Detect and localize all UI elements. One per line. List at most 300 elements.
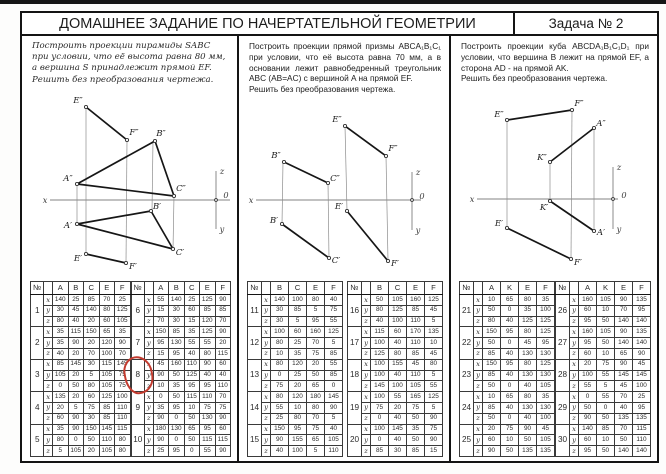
task-footer: Решить без преобразования чертежа.	[32, 74, 214, 85]
coord-value: 20	[389, 402, 407, 413]
coord-value: 15	[153, 348, 169, 359]
coord-value: 0	[184, 446, 200, 457]
svg-text:F″: F″	[388, 144, 398, 154]
col-header-point: A	[53, 282, 69, 295]
variant-number: 6	[131, 295, 145, 327]
coord-value: 35	[537, 295, 555, 306]
coord-value: 125	[115, 305, 131, 316]
coord-value: 50	[483, 338, 501, 349]
coord-value: 140	[633, 316, 651, 327]
coord-value: 5	[597, 381, 615, 392]
coord-value: 160	[169, 359, 185, 370]
col-header-point: F	[537, 282, 555, 295]
coord-value: 55	[200, 446, 216, 457]
coord-value: 120	[200, 316, 216, 327]
coord-value: 85	[407, 348, 425, 359]
coord-value: 85	[483, 348, 501, 359]
variant-number: 27	[556, 327, 570, 359]
coord-value: 60	[579, 435, 597, 446]
coord-value: 60	[579, 348, 597, 359]
coord-value: 95	[633, 402, 651, 413]
tables-row-1	[22, 281, 237, 461]
coord-value: 140	[579, 424, 597, 435]
coord-value: 95	[169, 402, 185, 413]
coord-value: 40	[389, 413, 407, 424]
coord-value: 125	[184, 370, 200, 381]
coord-value: 20	[84, 316, 100, 327]
coord-label: z	[362, 381, 371, 392]
coord-value: 40	[389, 435, 407, 446]
col-header-point: F	[115, 282, 131, 295]
variant-number: 16	[348, 295, 362, 327]
coord-label: z	[262, 413, 271, 424]
coord-value: 60	[53, 413, 69, 424]
coord-value: 5	[84, 370, 100, 381]
coord-value: 10	[483, 295, 501, 306]
figure-prism-projections	[240, 110, 448, 288]
coord-value: 95	[169, 446, 185, 457]
coord-value: 85	[99, 413, 115, 424]
variant-number: 14	[248, 392, 262, 424]
coord-value: 25	[289, 338, 307, 349]
coord-value: 15	[184, 316, 200, 327]
coord-value: 30	[271, 305, 289, 316]
coord-value: 50	[84, 435, 100, 446]
coord-value: 110	[184, 359, 200, 370]
coord-value: 100	[289, 295, 307, 306]
coord-value: 95	[537, 338, 555, 349]
coord-label: x	[262, 424, 271, 435]
coord-value: 105	[99, 446, 115, 457]
coord-value: 80	[289, 413, 307, 424]
variants-table	[131, 281, 232, 457]
coord-value: 100	[537, 305, 555, 316]
svg-text:y: y	[616, 224, 622, 234]
coord-value: 85	[200, 305, 216, 316]
coord-value: 85	[325, 348, 343, 359]
variant-number: 23	[460, 359, 474, 391]
coord-label: x	[145, 359, 153, 370]
coord-value: 90	[615, 327, 633, 338]
coord-value: 100	[371, 392, 389, 403]
coord-value: 130	[519, 348, 537, 359]
svg-text:K′: K′	[539, 203, 549, 213]
coord-value: 125	[519, 316, 537, 327]
svg-text:E′: E′	[494, 219, 504, 229]
coord-value: 130	[537, 402, 555, 413]
coord-value: 30	[169, 316, 185, 327]
coord-value: 60	[389, 327, 407, 338]
coord-value: 50	[615, 435, 633, 446]
coord-value: 30	[169, 305, 185, 316]
coord-value: 0	[53, 381, 69, 392]
coord-value: 85	[215, 305, 231, 316]
svg-text:B″: B″	[156, 129, 166, 139]
coord-value: 140	[615, 338, 633, 349]
variant-number: 8	[131, 359, 145, 391]
coord-value: 95	[200, 424, 216, 435]
coord-label: y	[474, 370, 483, 381]
coord-label: y	[362, 402, 371, 413]
coord-value: 50	[597, 446, 615, 457]
svg-text:0: 0	[621, 190, 627, 200]
coord-value: 145	[115, 359, 131, 370]
col-header-point: E	[307, 282, 325, 295]
coord-value: 80	[483, 316, 501, 327]
col-header-point: B	[169, 282, 185, 295]
coord-value: 125	[389, 305, 407, 316]
scan-top-edge	[0, 0, 666, 4]
coord-value: 125	[325, 327, 343, 338]
svg-text:A″: A″	[63, 174, 73, 184]
coord-value: 5	[425, 316, 443, 327]
coord-label: y	[262, 338, 271, 349]
coord-value: 25	[153, 446, 169, 457]
coord-label: x	[145, 392, 153, 403]
coord-value: 130	[519, 402, 537, 413]
coord-label: y	[145, 305, 153, 316]
variant-number: 19	[348, 392, 362, 424]
coord-label: z	[145, 413, 153, 424]
task-body: Построить проекции прямой призмы ABCA₁B₁C₁ при условии, что её высота равна 70 мм, а в основании лежит равнобедренный треугольник ABC (AB=AC) с вершиной A на прямой EF.	[249, 41, 441, 84]
coord-value: 85	[407, 305, 425, 316]
coord-value: 10	[501, 435, 519, 446]
coord-value: 65	[99, 327, 115, 338]
coord-value: 55	[389, 392, 407, 403]
col-header-point: C	[289, 282, 307, 295]
svg-text:0: 0	[419, 191, 425, 201]
coord-value: 70	[215, 316, 231, 327]
coord-value: 60	[483, 435, 501, 446]
coord-label: z	[262, 316, 271, 327]
coord-value: 80	[53, 435, 69, 446]
variants-table-1-5	[30, 281, 131, 457]
coord-value: 155	[289, 435, 307, 446]
coord-value: 25	[68, 295, 84, 306]
coord-value: 170	[407, 327, 425, 338]
coord-value: 100	[389, 381, 407, 392]
coord-value: 50	[501, 446, 519, 457]
coord-value: 5	[425, 402, 443, 413]
coord-value: 100	[389, 316, 407, 327]
task-footer: Решить без преобразования чертежа.	[249, 84, 396, 95]
coord-value: 90	[153, 370, 169, 381]
coord-value: 90	[633, 348, 651, 359]
coord-label: y	[362, 338, 371, 349]
coord-value: 50	[483, 305, 501, 316]
coord-value: 130	[169, 338, 185, 349]
variant-number: 28	[556, 359, 570, 391]
coord-label: x	[362, 327, 371, 338]
coord-value: 50	[371, 295, 389, 306]
variants-table-26-30	[555, 281, 651, 457]
coord-value: 90	[68, 413, 84, 424]
coord-value: 90	[615, 295, 633, 306]
coord-label: x	[262, 295, 271, 306]
coord-label: y	[474, 435, 483, 446]
variants-table-11-15	[247, 281, 343, 457]
col-header-point: E	[519, 282, 537, 295]
coord-value: 150	[153, 327, 169, 338]
coord-value: 90	[425, 435, 443, 446]
coord-value: 90	[215, 295, 231, 306]
col-header-no: №	[348, 282, 362, 295]
variant-number: 24	[460, 392, 474, 424]
coord-value: 105	[597, 327, 615, 338]
coord-label: y	[145, 402, 153, 413]
coord-label: z	[145, 381, 153, 392]
coord-value: 95	[579, 316, 597, 327]
variant-number: 15	[248, 424, 262, 456]
svg-text:B″: B″	[271, 151, 281, 161]
coord-value: 50	[519, 435, 537, 446]
coord-label: z	[44, 316, 53, 327]
coord-label: y	[44, 435, 53, 446]
coord-value: 55	[325, 359, 343, 370]
coord-value: 40	[519, 413, 537, 424]
variant-number: 4	[31, 392, 44, 424]
svg-text:z: z	[415, 167, 421, 177]
coord-value: 135	[633, 295, 651, 306]
col-header-point: E	[407, 282, 425, 295]
svg-text:E″: E″	[494, 110, 504, 120]
coord-value: 20	[68, 392, 84, 403]
coord-value: 40	[389, 370, 407, 381]
coord-value: 115	[371, 327, 389, 338]
coord-value: 0	[371, 435, 389, 446]
coord-value: 40	[389, 338, 407, 349]
coord-label: x	[262, 359, 271, 370]
coord-label: x	[145, 295, 153, 306]
coord-value: 55	[184, 338, 200, 349]
coord-value: 75	[115, 370, 131, 381]
coord-value: 0	[371, 413, 389, 424]
coord-value: 115	[184, 392, 200, 403]
coord-value: 75	[307, 424, 325, 435]
coord-value: 90	[215, 413, 231, 424]
col-header-no: №	[248, 282, 262, 295]
coord-value: 95	[501, 327, 519, 338]
coord-value: 90	[153, 435, 169, 446]
variants-table-16-20	[347, 281, 443, 457]
col-header-no: №	[556, 282, 570, 295]
coord-value: 45	[425, 348, 443, 359]
coord-value: 50	[483, 413, 501, 424]
coord-value: 80	[307, 402, 325, 413]
col-header-point: B	[371, 282, 389, 295]
coord-value: 105	[99, 370, 115, 381]
svg-text:B′: B′	[269, 216, 279, 226]
coord-value: 40	[519, 381, 537, 392]
svg-text:x: x	[42, 195, 48, 205]
coord-value: 145	[99, 424, 115, 435]
svg-text:A′: A′	[63, 221, 73, 231]
coord-value: 135	[633, 413, 651, 424]
coord-value: 60	[184, 305, 200, 316]
coord-value: 90	[215, 327, 231, 338]
coord-label: y	[570, 338, 579, 349]
coord-value: 30	[271, 316, 289, 327]
svg-text:F″: F″	[129, 128, 139, 138]
coord-value: 60	[84, 392, 100, 403]
coord-value: 40	[615, 402, 633, 413]
coord-value: 120	[99, 338, 115, 349]
coord-label: z	[44, 348, 53, 359]
coord-value: 150	[271, 424, 289, 435]
coord-value: 55	[271, 402, 289, 413]
coord-label: x	[362, 392, 371, 403]
coord-value: 145	[68, 359, 84, 370]
coord-value: 80	[271, 359, 289, 370]
coord-value: 80	[200, 348, 216, 359]
coord-value: 95	[579, 446, 597, 457]
task-number: Задача № 2	[548, 16, 624, 31]
coord-value: 50	[597, 413, 615, 424]
coord-label: y	[44, 305, 53, 316]
coord-value: 60	[579, 305, 597, 316]
coord-value: 105	[68, 446, 84, 457]
task-description-1	[22, 36, 237, 86]
coord-value: 80	[84, 381, 100, 392]
coord-value: 50	[597, 338, 615, 349]
coord-value: 110	[407, 370, 425, 381]
coord-value: 115	[99, 359, 115, 370]
coord-label: y	[145, 435, 153, 446]
col-header-point: E	[200, 282, 216, 295]
coord-value: 90	[68, 424, 84, 435]
coord-value: 120	[289, 359, 307, 370]
coord-value: 140	[633, 446, 651, 457]
svg-text:E″: E″	[332, 115, 342, 125]
coord-label: z	[570, 381, 579, 392]
coord-label: x	[362, 424, 371, 435]
col-header-no: №	[31, 282, 44, 295]
coord-value: 5	[325, 338, 343, 349]
coord-value: 10	[425, 338, 443, 349]
variant-number: 11	[248, 295, 262, 327]
coord-value: 110	[325, 446, 343, 457]
coord-value: 125	[200, 295, 216, 306]
coord-value: 75	[425, 424, 443, 435]
coord-value: 35	[537, 392, 555, 403]
coord-label: z	[362, 413, 371, 424]
coord-value: 70	[615, 392, 633, 403]
coord-value: 25	[633, 392, 651, 403]
coord-value: 135	[519, 446, 537, 457]
coord-value: 70	[153, 316, 169, 327]
coord-value: 65	[184, 424, 200, 435]
coord-value: 55	[597, 370, 615, 381]
coord-value: 85	[325, 370, 343, 381]
coord-value: 145	[325, 392, 343, 403]
coord-value: 15	[425, 446, 443, 457]
coord-value: 95	[579, 338, 597, 349]
coord-value: 75	[501, 424, 519, 435]
coord-value: 35	[53, 327, 69, 338]
coord-label: z	[570, 413, 579, 424]
coord-label: y	[262, 402, 271, 413]
coord-value: 80	[271, 392, 289, 403]
coord-value: 10	[289, 402, 307, 413]
coord-value: 135	[53, 392, 69, 403]
coord-value: 80	[53, 316, 69, 327]
coord-value: 80	[115, 446, 131, 457]
coord-value: 45	[153, 359, 169, 370]
coord-label: z	[474, 316, 483, 327]
coord-value: 50	[169, 392, 185, 403]
coord-value: 115	[633, 424, 651, 435]
variant-number: 12	[248, 327, 262, 359]
svg-text:B′: B′	[152, 202, 162, 212]
svg-text:C″: C″	[330, 174, 340, 184]
coord-value: 60	[215, 424, 231, 435]
variants-table	[347, 281, 443, 457]
col-header-point: F	[425, 282, 443, 295]
svg-text:F″: F″	[574, 99, 584, 109]
coord-value: 150	[84, 327, 100, 338]
coord-value: 55	[579, 381, 597, 392]
coord-value: 50	[579, 402, 597, 413]
coord-value: 45	[519, 338, 537, 349]
coord-value: 50	[184, 413, 200, 424]
variant-number: 29	[556, 392, 570, 424]
coord-value: 40	[215, 370, 231, 381]
coord-value: 50	[307, 370, 325, 381]
coord-value: 125	[99, 392, 115, 403]
coord-value: 90	[519, 424, 537, 435]
coord-value: 85	[407, 446, 425, 457]
coord-label: x	[44, 424, 53, 435]
coord-value: 75	[597, 359, 615, 370]
coord-value: 35	[53, 424, 69, 435]
coord-value: 5	[68, 402, 84, 413]
coord-value: 25	[184, 295, 200, 306]
coord-value: 105	[407, 381, 425, 392]
coord-label: z	[570, 316, 579, 327]
coord-value: 65	[501, 295, 519, 306]
coord-value: 40	[501, 316, 519, 327]
coord-value: 70	[115, 348, 131, 359]
svg-text:A″: A″	[596, 119, 606, 129]
coord-value: 155	[389, 359, 407, 370]
coord-value: 65	[501, 392, 519, 403]
coord-value: 130	[169, 424, 185, 435]
variant-number: 30	[556, 424, 570, 456]
coord-label: y	[44, 338, 53, 349]
variant-number: 22	[460, 327, 474, 359]
svg-text:F′: F′	[391, 259, 399, 269]
coord-value: 60	[215, 359, 231, 370]
coord-label: x	[44, 392, 53, 403]
coord-value: 165	[407, 392, 425, 403]
coord-value: 70	[307, 338, 325, 349]
variants-table-21-25	[459, 281, 555, 457]
svg-text:C″: C″	[176, 184, 186, 194]
coord-label: z	[145, 348, 153, 359]
coord-value: 0	[68, 435, 84, 446]
coord-value: 75	[271, 381, 289, 392]
coord-label: y	[362, 305, 371, 316]
coord-value: 15	[153, 305, 169, 316]
coord-value: 145	[389, 424, 407, 435]
coord-label: y	[570, 435, 579, 446]
coord-value: 130	[537, 348, 555, 359]
coord-label: z	[474, 348, 483, 359]
coord-value: 140	[53, 295, 69, 306]
coord-value: 35	[153, 402, 169, 413]
coord-value: 95	[200, 381, 216, 392]
coord-value: 80	[115, 435, 131, 446]
